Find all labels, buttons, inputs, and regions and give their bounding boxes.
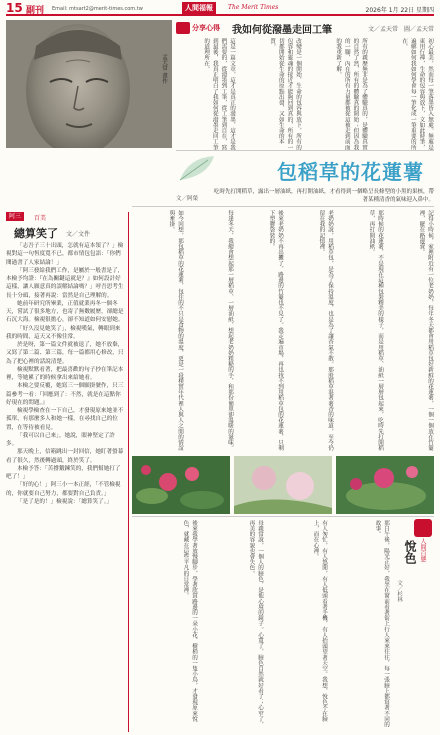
- feature-author: 文／阿榮: [176, 196, 199, 202]
- section-name: 副刊: [26, 6, 45, 16]
- divider: [132, 516, 434, 517]
- paragraph: 「是了是的！」檢視說：「總算笑了。」: [17, 498, 113, 505]
- feature-text-col-1: 記得小時候，家裡附近有一位老奶奶，每年冬天都會用稻草包好新鮮的花蓮薯，一個一個放在竹簍裡，擺在路邊賣。: [418, 210, 433, 451]
- column-divider: [128, 212, 129, 732]
- top-article-text-col-3: 改變是一個開始，生命的包容與放下，所有的包容和靈魂的接近才能夠回到真的，所有的一切都開始從生命的原點出發，又如生命的本質。: [269, 38, 301, 150]
- bottom-text-col-3: 母親常說，一個人的臉色，是他心境的鏡子。心寬了，臉色自然就好看了；心窄了，再美的容貌也會失色。: [248, 520, 263, 728]
- paragraph: 檢視默默看著，把最喜歡的句子抄在筆記本裡，等她累了的時候拿出來給她看。: [6, 366, 124, 381]
- feature-text-col-2: 那時候的花蓮薯，不是現在這種包裝精美的樣子，而是用稻草、油紙一層層包起來，吃時先打開稻草，再打開油紙。: [368, 210, 383, 451]
- top-article-heading: [176, 21, 434, 35]
- left-article-body: [6, 242, 124, 730]
- left-column-badge: 阿三: [6, 212, 24, 221]
- paragraph: 本檢之要反覆，她寫三一個願掛號作，只三篇參考一看：『回應到了：不然，就是在這點你好現在的問題。』: [6, 383, 124, 406]
- feature-text-col-6: 如今回想，那包稻草的花蓮薯，包住的不只是食物的溫度，更是一段樸實年代裡人與人之間的情誼與牽掛。: [168, 210, 183, 451]
- feature-text-col-3: 老奶奶說，用稻草包，是為了保持溫度，也是為了讓香氣不散。那股稻草混著薯香的味道，至今仍留在我的記憶裡。: [318, 210, 333, 451]
- divider: [132, 206, 434, 207]
- bottom-text-col-4: 後來我學著放慢腳步，學著欣賞路邊的一朵小花、樹梢的一隻小鳥，才發現原來悅色，就藏在這些平凡的日常裡。: [182, 520, 197, 722]
- newspaper-logo-en: The Merit Times: [228, 4, 279, 11]
- paragraph: 「好久沒見她笑了」，檢視嘆氣，轉眼到來我的時間，這天又不像往常。: [6, 325, 121, 340]
- paragraph: 本檢予答：「苦撐鍛鍊笑的，我們幫她打了吧了！」: [6, 465, 121, 480]
- issue-date: 2026年 1月 22日 星期四: [365, 7, 434, 14]
- bottom-article-author: 文／杉林: [396, 580, 402, 603]
- leaf-decoration-icon: [178, 154, 218, 182]
- section-email: Email: mtsart2@merit-times.com.tw: [52, 6, 143, 12]
- painting-caption: 孟天常 畫作: [161, 54, 167, 84]
- page-number: 15: [6, 1, 23, 15]
- feature-text-col-5: 每逢冬天，我總會想起那一層稻草、一層油紙，想起老奶奶粗糙的手，和那份簡單卻溫暖的滋味。: [227, 210, 233, 451]
- paragraph: 「好的心！」阿三小一本正經，「不管檢視的，你就要自己努力，都要對自己負責。」: [6, 482, 121, 497]
- flower-photo-1: [132, 456, 230, 514]
- column-badge: [176, 22, 190, 34]
- newspaper-logo: 人間福報: [182, 2, 216, 14]
- paragraph: 於是呀，第一篇文件就被退了，她不放棄，又寫了第二篇、第三篇，每一篇都用心修改，只為了把心裡的話說清楚。: [6, 342, 124, 365]
- paragraph: 那天晚上，信箱跳出一封回信，她盯著螢幕看了很久，然後轉過頭，終於笑了。: [6, 449, 124, 464]
- buddha-painting-image: [6, 20, 172, 148]
- top-article-text-col-2: 所有的親歷無非是為了體驗真的，是體驗真實的自然了然，所有的體驗真的開始；但因為我的一腳，內在的所有力量都被從這被走到前面的我重新了解。: [335, 38, 367, 150]
- paragraph: 她前年研究所畢業，正值就業再冬一個冬天，嘗試了很多地方，也寄了無數履歷，卻總是石沉大海。檢視很擔心，卻不知道如何安慰她。: [6, 300, 124, 324]
- left-article-author: 文／文件: [66, 231, 91, 238]
- bottom-text-col-1: 那日午後，陽光正好，我坐在窗前看著街上行人來來往往，每一張臉上都寫著不同的故事。: [374, 520, 389, 728]
- paragraph: 「志吾子三十出頭，怎就有這本領了？」檢視對這一句恆度寬不已，都市情包包語：「你們閱過書了人家結論！」: [6, 243, 124, 266]
- left-article: [6, 212, 124, 730]
- flower-photo-3: [336, 456, 434, 514]
- top-article-text-col-1: 初心最美，然而每一筆落墨皆入無處。無處是東用行禪，生命的包容與放下，文如此時筆，遍解如何我如何學會每一筆化成一筆重要的所在。: [401, 38, 433, 150]
- flower-photo-strip: [132, 456, 434, 514]
- divider: [176, 150, 434, 151]
- bottom-column-badge: [414, 519, 432, 537]
- top-article-author: 文／孟天常 圖／孟天常: [367, 26, 434, 33]
- paragraph: 「我可以自己來」，她說，眼神堅定了許多。: [6, 432, 115, 447]
- left-article-column: 百美: [34, 215, 47, 222]
- feature-title: 包稻草的花蓮薯: [277, 160, 424, 184]
- bottom-article-column: 人間百態: [419, 538, 426, 562]
- flower-photo-2: [234, 456, 332, 514]
- top-article-text-col-4: 這是一篇文章，這才是真正的潑墨，這才是我們需要的，從潑墨到工筆，從工筆到自在，寫到最後，我真正明白了我如何從潑墨走回工筆的道理所在。: [203, 38, 235, 150]
- feature-text-col-4: 後來老奶奶不再出攤了，路邊的竹簍也不見了。我走遍市場，再也找不到用稻草包的花蓮薯，只剩下塑膠袋裝的。: [268, 210, 283, 451]
- left-article-title: 總算笑了: [14, 227, 58, 240]
- page-header: [6, 2, 434, 16]
- bottom-text-col-2: 有人匆忙，有人悠閒，有人低頭看著手機，有人抬頭望著天空。我想，悅色不在臉上，而在心裡。: [312, 520, 327, 722]
- paragraph: 「阿三發給我們工作，是屬於一般書是了，本檢予均證：『在為關鍵這就是？』如何設計好這樣，讓人願意真的誤解結論嗎？」呼吾思考生長十分頭，接著再說：當然是自己理解的。: [6, 267, 124, 299]
- top-article-column: 分享心得: [192, 24, 220, 32]
- bottom-article-title: 悅色: [403, 540, 417, 564]
- feature-banner: [176, 152, 434, 204]
- feature-lead: 吃時先打開稻草，露出一層油紙，再打開油紙，才看得到一個略呈長條型的小黑的果核，帶著某種清香的氣味迎入鼻中。: [213, 189, 434, 203]
- top-article-title: 我如何從潑墨走回工筆: [232, 25, 332, 36]
- paragraph: 檢視學檢查在一下自己，才發現原來她並不孤單，有那麼多人和她一樣，在尋找自己的位置，在等待被看見。: [6, 408, 124, 431]
